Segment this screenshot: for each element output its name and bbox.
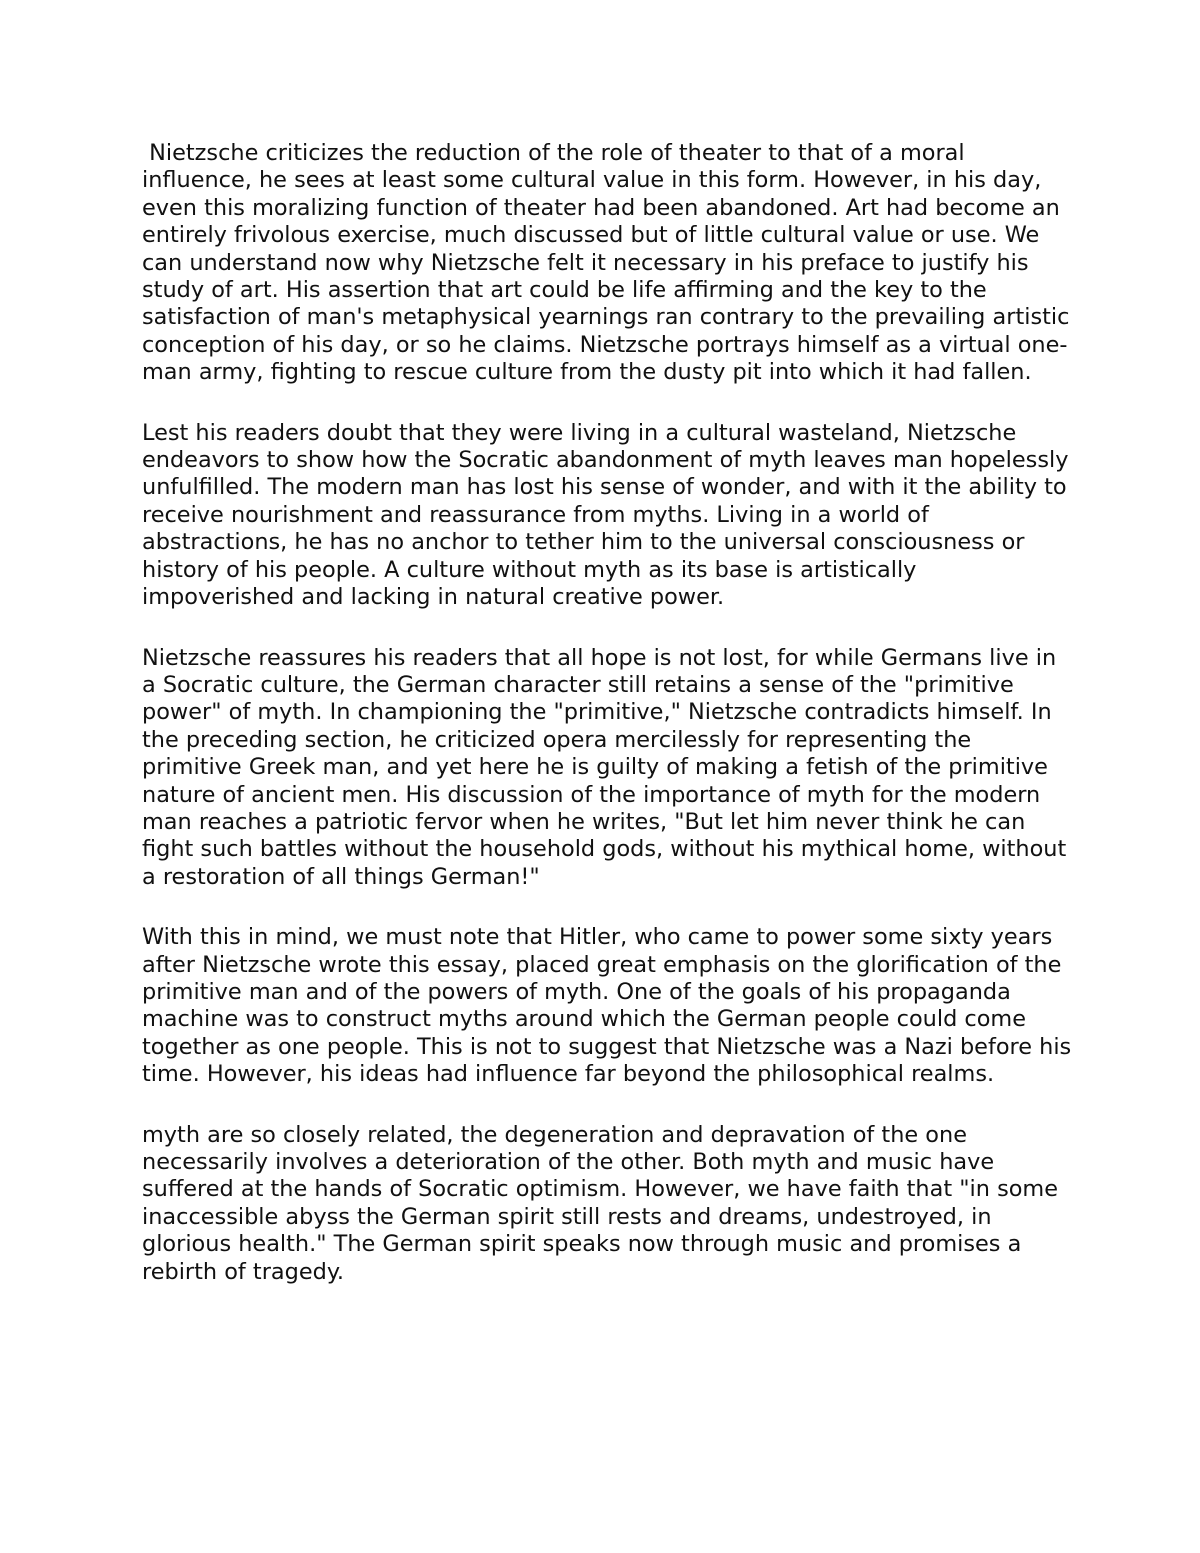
paragraph-primitive-power: Nietzsche reassures his readers that all hope is not lost, for while Germans live in a Socratic culture, the German character still retains a sense of the "primitive power" of myth. In championing the "primitive," Nietzsche contradicts himself. In the preceding section, he criticized opera mercilessly for representing the primitive Greek man, and yet here he is guilty of making a fetish of the primitive nature of ancient men. His discussion of the importance of myth for the modern man reaches a patriotic fervor when he writes, "But let him never think he can fight such battles without the household gods, without his mythical home, without a restoration of all things German!" xyxy=(142,644,1074,890)
document-body xyxy=(142,140,1079,1286)
paragraph-cultural-wasteland: Lest his readers doubt that they were living in a cultural wasteland, Nietzsche endeavors to show how the Socratic abandonment of myth leaves man hopelessly unfulfilled. The modern man has lost his sense of wonder, and with it the ability to receive nourishment and reassurance from myths. Living in a world of abstractions, he has no anchor to tether him to the universal consciousness or history of his people. A culture without myth as its base is artistically impoverished and lacking in natural creative power. xyxy=(142,419,1076,611)
paragraph-music-myth-rebirth: myth are so closely related, the degeneration and depravation of the one necessarily involves a deterioration of the other. Both myth and music have suffered at the hands of Socratic optimism. However, we have faith that "in some inaccessible abyss the German spirit still rests and dreams, undestroyed, in glorious health." The German spirit speaks now through music and promises a rebirth of tragedy. xyxy=(142,1121,1066,1285)
paragraph-hitler-myth: With this in mind, we must note that Hitler, who came to power some sixty years after Nietzsche wrote this essay, placed great emphasis on the glorification of the primitive man and of the powers of myth. One of the goals of his propaganda machine was to construct myths around which the German people could come together as one people. This is not to suggest that Nietzsche was a Nazi before his time. However, his ideas had influence far beyond the philosophical realms. xyxy=(142,924,1079,1088)
paragraph-theater-moral-influence: Nietzsche criticizes the reduction of the role of theater to that of a moral influence, he sees at least some cultural value in this form. However, in his day, even this moralizing function of theater had been abandoned. Art had become an entirely frivolous exercise, much discussed but of little cultural value or use. We can understand now why Nietzsche felt it necessary in his preface to justify his study of art. His assertion that art could be life affirming and the key to the satisfaction of man's metaphysical yearnings ran contrary to the prevailing artistic conception of his day, or so he claims. Nietzsche portrays himself as a virtual one-man army, fighting to rescue culture from the dusty pit into which it had fallen. xyxy=(142,140,1077,386)
